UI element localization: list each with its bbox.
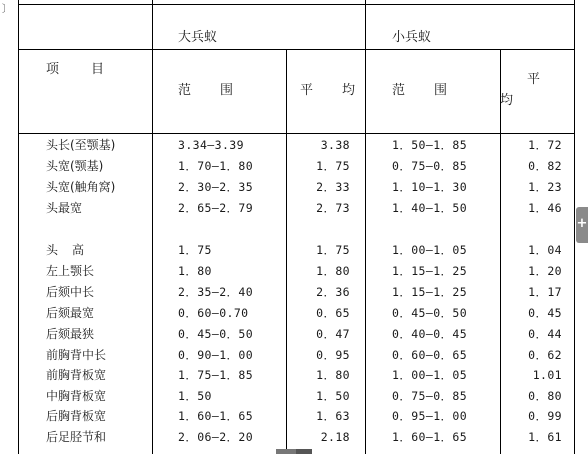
large-range-cell: 1．60—1．65 [178, 409, 254, 423]
small-avg-cell: 1．61 [528, 430, 562, 444]
small-range-cell: 1．15—1．25 [392, 264, 468, 278]
table-border-left [18, 0, 19, 454]
small-avg-cell: 1．04 [528, 243, 562, 257]
table-border-top [18, 4, 575, 5]
small-range-cell: 0．75—0．85 [392, 159, 468, 173]
large-range-cell: 2．30—2．35 [178, 180, 254, 194]
large-avg-cell: 3.38 [320, 138, 350, 152]
row-label: 后胸背板宽 [46, 409, 107, 423]
column-divider-small-range [365, 0, 366, 454]
large-avg-cell: 1．80 [316, 264, 350, 278]
column-divider-large-avg [286, 49, 287, 454]
row-label: 后足胫节和 [46, 430, 107, 444]
large-avg-cell: 1．80 [316, 368, 350, 382]
large-avg-cell: 2．33 [316, 180, 350, 194]
cropped-text-fragment: 〕 [2, 4, 12, 15]
small-avg-cell: 1．72 [528, 138, 562, 152]
small-range-cell: 1．15—1．25 [392, 285, 468, 299]
group-header-large: 大兵蚁 [178, 30, 218, 45]
small-avg-header-bottom: 均 [500, 93, 514, 108]
column-divider-small-avg [500, 49, 501, 454]
large-range-cell: 1．75—1．85 [178, 368, 254, 382]
small-avg-cell: 0．80 [528, 389, 562, 403]
small-range-cell: 0．45—0．50 [392, 306, 468, 320]
large-avg-cell: 1．63 [316, 409, 350, 423]
small-avg-cell: 0．82 [528, 159, 562, 173]
large-avg-cell: 1．50 [316, 389, 350, 403]
small-avg-cell: 1．46 [528, 201, 562, 215]
small-range-cell: 1．50—1．85 [392, 138, 468, 152]
row-label: 前胸背板宽 [46, 368, 107, 382]
header-body-rule [18, 133, 575, 134]
table-border-right [574, 0, 575, 454]
small-avg-cell: 0．45 [528, 306, 562, 320]
large-range-cell: 1．50 [178, 389, 212, 403]
large-range-cell: 2．06—2．20 [178, 430, 254, 444]
large-range-cell: 2．65—2．79 [178, 201, 254, 215]
item-column-header: 项 目 [46, 62, 107, 77]
side-expand-handle[interactable] [576, 207, 588, 243]
small-avg-cell: 0．44 [528, 327, 562, 341]
large-avg-cell: 2.18 [320, 430, 350, 444]
large-range-cell: 1．70—1．80 [178, 159, 254, 173]
large-avg-cell: 2．73 [316, 201, 350, 215]
small-range-cell: 0．95—1．00 [392, 409, 468, 423]
group-header-small: 小兵蚁 [392, 30, 432, 45]
large-avg-cell: 0．47 [316, 327, 350, 341]
large-range-cell: 2．35—2．40 [178, 285, 254, 299]
small-range-cell: 0．60—0．65 [392, 348, 468, 362]
large-range-cell: 0．45—0．50 [178, 327, 254, 341]
small-avg-cell: 0．99 [528, 409, 562, 423]
group-header-rule [18, 49, 575, 50]
row-label: 后颏最宽 [46, 306, 95, 320]
small-range-cell: 0．40—0．45 [392, 327, 468, 341]
small-avg-header-top: 平 [527, 72, 541, 87]
large-range-cell: 1．80 [178, 264, 212, 278]
plus-icon: + [576, 216, 588, 231]
row-label: 头长(至颚基) [46, 138, 116, 152]
small-avg-cell: 1．23 [528, 180, 562, 194]
row-label: 左上颚长 [46, 264, 95, 278]
large-avg-cell: 0．95 [316, 348, 350, 362]
large-avg-cell: 2．36 [316, 285, 350, 299]
small-range-cell: 1．00—1．05 [392, 368, 468, 382]
small-avg-cell: 1．20 [528, 264, 562, 278]
small-avg-cell: 1.01 [532, 368, 562, 382]
row-label: 头 高 [46, 243, 86, 257]
small-range-header: 范 围 [392, 83, 449, 98]
row-label: 头宽(颚基) [46, 159, 104, 173]
small-range-cell: 1．60—1．65 [392, 430, 468, 444]
row-label: 后颏最狭 [46, 327, 95, 341]
large-range-cell: 0．90—1．00 [178, 348, 254, 362]
row-label: 中胸背板宽 [46, 389, 107, 403]
large-avg-header: 平 均 [300, 83, 357, 98]
large-avg-cell: 0．65 [316, 306, 350, 320]
large-avg-cell: 1．75 [316, 159, 350, 173]
row-label: 头宽(触角窝) [46, 180, 116, 194]
horizontal-scrollbar-thumb[interactable] [296, 449, 312, 454]
large-range-cell: 1．75 [178, 243, 212, 257]
row-label: 后颏中长 [46, 285, 95, 299]
small-range-cell: 1．00—1．05 [392, 243, 468, 257]
large-avg-cell: 1．75 [316, 243, 350, 257]
small-range-cell: 0．75—0．85 [392, 389, 468, 403]
small-avg-cell: 0．62 [528, 348, 562, 362]
small-avg-cell: 1．17 [528, 285, 562, 299]
large-range-cell: 0．60—0.70 [178, 306, 249, 320]
large-range-cell: 3.34—3.39 [178, 138, 244, 152]
small-range-cell: 1．10—1．30 [392, 180, 468, 194]
column-divider-large-range [152, 0, 153, 454]
row-label: 头最宽 [46, 201, 83, 215]
large-range-header: 范 围 [178, 83, 235, 98]
small-range-cell: 1．40—1．50 [392, 201, 468, 215]
row-label: 前胸背中长 [46, 348, 107, 362]
